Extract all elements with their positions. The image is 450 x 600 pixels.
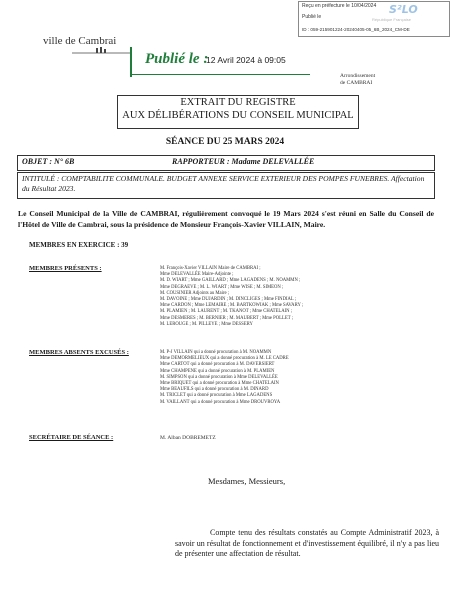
published-underline [132,74,310,75]
list-item: M. COUSINIER Adjoints au Maire ; [160,290,230,296]
list-item: M. LEROUGE ; M. PILLEYE ; Mme DESSERY [160,321,253,327]
rapporteur: RAPPORTEUR : Madame DELEVALLÉE [172,157,315,166]
list-item: M. François-Xavier VILLAIN Maire de CAMBRAI ; [160,266,261,271]
intitule: INTITULÉ : COMPTABILITE COMMUNALE. BUDGET ANNEXE SERVICE EXTERIEUR DES POMPES FUNEBRES. Affectation du Résultat 2023. [22,174,425,193]
presents-list [160,266,303,328]
body-paragraph: Compte tenu des résultats constatés au Compte Administratif 2023, à savoir un résultat de fonctionnement et d'investissement équilibré, il n'y a pas lieu de présenter une affectation de résultat. [175,528,439,558]
published-date: 12 Avril 2024 à 09:05 [206,55,286,65]
city-logo-text: ville de Cambrai [43,35,117,47]
list-item: Mme BEAUFILS qui a donné procuration à M. DINARD [160,387,269,393]
absents-list [160,350,289,406]
list-item: M. PLAMIEN ; M. LAURENT ; M. TKANOT ; Mme CHATELAIN ; [160,309,293,315]
arrondissement [340,73,375,87]
list-item: Mme DEGRAEVE ; M. L. WIART ; Mme WISE ; M. SIMEON ; [160,284,284,290]
intro-paragraph: Le Conseil Municipal de la Ville de CAMBRAI, régulièrement convoqué le 19 Mars 2024 s'est réuni en Salle du Conseil de l'Hôtel de Ville de Cambrai, sous la présidence de Monsieur François-Xavier VILLAIN, Maire. [18,209,434,229]
list-item: M. DAVOINE ; Mme DUJARDIN ; M. DINCLIGES ; Mme FINDIAL ; [160,297,297,303]
stamp-published: Publié le [302,14,322,20]
seance-title: SÉANCE DU 25 MARS 2024 [165,137,285,147]
prefecture-stamp [298,1,450,37]
list-item: Mme BRIQUET qui a donné procuration à Mme CHATELAIN [160,381,279,387]
list-item: Mme DEMORMELIEUX qui a donné procuration à M. LE CADRE [160,356,289,362]
published-label: Publié le : [145,51,209,67]
list-item: M. P-J VILLAIN qui a donné procuration à M. NOAMMN [160,350,272,355]
list-item: Mme DESMERES ; M. BERNIER ; M. MAUBERT ; Mme POLLET ; [160,315,294,321]
list-item: Mme CHAMPENE qui a donné procuration à M. PLAMIEN [160,368,275,374]
list-item: Mme CARTOT qui a donné procuration à M. DAVERSIERT [160,362,275,368]
list-item: M. VAILLANT qui a donné procuration à Mme DROUVROYA [160,399,281,405]
absents-label: MEMBRES ABSENTS EXCUSÉS : [29,349,129,356]
secretaire-label: SECRÉTAIRE DE SÉANCE : [29,434,114,441]
arrondissement-line1: Arrondissement [340,73,376,79]
extract-title-box [117,95,359,129]
list-item: Mme DELEVALLÉE Maire-Adjointe ; [160,272,234,278]
presents-label: MEMBRES PRÉSENTS : [29,265,102,272]
extract-line1: EXTRAIT DU REGISTRE [180,97,296,108]
list-item: M. TRICLET qui a donné procuration à Mme LAGADENS [160,393,273,399]
city-logo-mark [72,47,132,55]
extract-line2: AUX DÉLIBÉRATIONS DU CONSEIL MUNICIPAL [122,110,354,121]
stamp-republic: République Française [372,17,411,22]
list-item: Mme CARDON ; Mme LEMAIRE ; M. BARTKOWIAK ; Mme SAVARY ; [160,303,304,309]
stamp-received: Reçu en préfecture le 10/04/2024 [302,3,377,9]
list-item: M. D. WIART ; Mme GAILLARD ; Mme LAGADENS ; M. NOAMMN ; [160,278,301,284]
secretaire-name: M. Alban DOBREMETZ [160,435,216,441]
slo-logo: S²LO [389,3,418,16]
list-item: M. SIMPSON qui a donné procuration à Mme DELEVALLÉE [160,374,278,380]
published-bar [130,47,132,77]
greeting: Mesdames, Messieurs, [208,476,286,486]
objet: OBJET : N° 6B [22,157,75,166]
stamp-id: ID : 059-215901224-20240405-05_6B_2024_CM-DE [302,27,410,32]
arrondissement-line2: de CAMBRAI [340,80,373,86]
membres-exercice: MEMBRES EN EXERCICE : 39 [29,241,129,249]
